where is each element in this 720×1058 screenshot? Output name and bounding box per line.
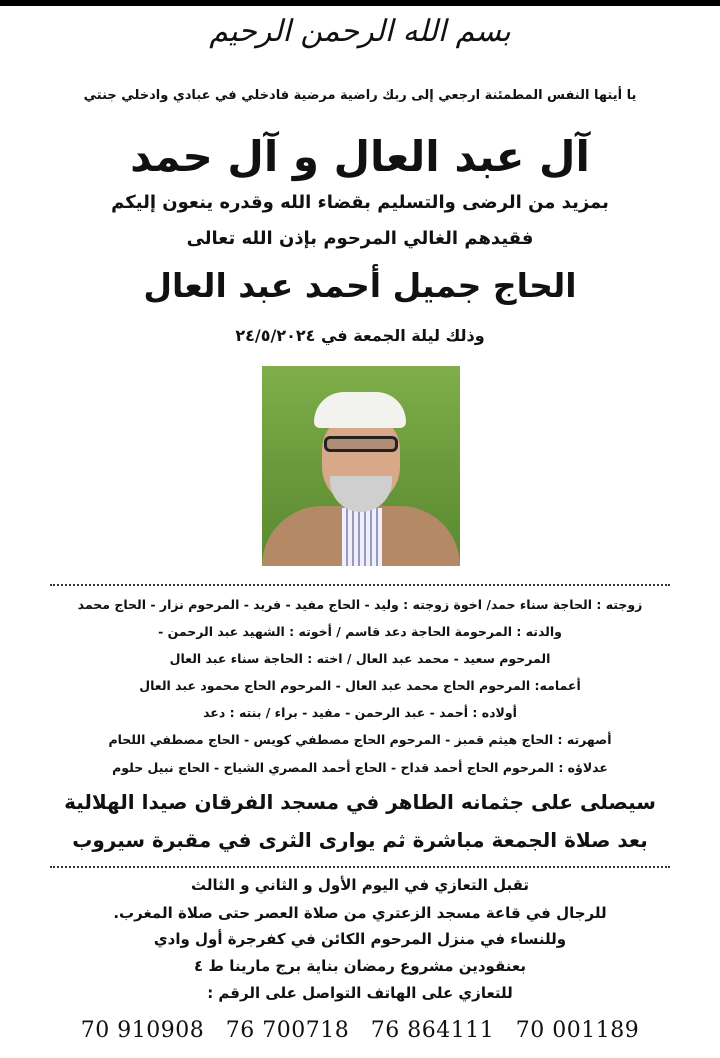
condolence-line: بعنقودين مشروع رمضان بناية برج مارينا ط ٤ (194, 957, 526, 975)
family-title: آل عبد العال و آل حمد (130, 132, 590, 181)
announcement-line-2: فقيدهم الغالي المرحوم بإذن الله تعالى (186, 228, 534, 249)
phone-number: 76 700718 (225, 1018, 350, 1043)
funeral-prayer-line-1: سيصلى على جثمانه الطاهر في مسجد الفرقان صيدا الهلالية (64, 790, 656, 814)
phone-number: 76 864111 (370, 1018, 495, 1043)
relatives-line: المرحوم سعيد - محمد عبد العال / اخته : الحاجة سناء عبد العال (169, 651, 551, 666)
phone-numbers (0, 1018, 720, 1043)
dotted-divider (50, 584, 670, 586)
funeral-prayer-line-2: بعد صلاة الجمعة مباشرة ثم يوارى الثرى في مقبرة سيروب (72, 828, 648, 852)
relatives-line: والدته : المرحومة الحاجة دعد قاسم / أخوته : الشهيد عبد الرحمن - (158, 624, 562, 639)
deceased-photo (262, 366, 460, 566)
deceased-name: الحاج جميل أحمد عبد العال (143, 266, 577, 305)
announcement-line-1: بمزيد من الرضى والتسليم بقضاء الله وقدره ينعون إليكم (111, 192, 609, 213)
condolence-line: تقبل التعازي في اليوم الأول و الثاني و الثالث (190, 876, 530, 894)
relatives-line: أصهرته : الحاج هيثم قمبز - المرحوم الحاج مصطفي كويس - الحاج مصطفي اللحام (108, 732, 612, 747)
phone-number: 70 001189 (515, 1018, 640, 1043)
relatives-line: عدلاؤه : المرحوم الحاج أحمد قداح - الحاج أحمد المصري الشياح - الحاج نبيل حلوم (112, 760, 608, 775)
condolence-line: للرجال في قاعة مسجد الزعتري من صلاة العصر حتى صلاة المغرب. (113, 904, 607, 922)
relatives-line: زوجته : الحاجة سناء حمد/ اخوة زوجته : وليد - الحاج مفيد - فريد - المرحوم نزار - الحاج محمد (77, 597, 643, 612)
relatives-line: أولاده : أحمد - عبد الرحمن - مفيد - براء / بنته : دعد (203, 705, 517, 720)
basmala-calligraphy: بسم الله الرحمن الرحيم (209, 14, 511, 49)
condolence-line: وللنساء في منزل المرحوم الكائن في كفرجرة أول وادي (153, 930, 567, 948)
death-date: وذلك ليلة الجمعة في ٢٤/٥/٢٠٢٤ (235, 326, 485, 345)
relatives-line: أعمامه: المرحوم الحاج محمد عبد العال - المرحوم الحاج محمود عبد العال (139, 678, 581, 693)
phone-number: 70 910908 (80, 1018, 205, 1043)
condolence-line: للتعازي على الهاتف التواصل على الرقم : (207, 984, 513, 1002)
top-border (0, 0, 720, 6)
dotted-divider (50, 866, 670, 868)
quran-verse: يا أيتها النفس المطمئنة ارجعي إلى ربك راضية مرضية فادخلي في عبادي وادخلي جنتي (83, 88, 637, 103)
